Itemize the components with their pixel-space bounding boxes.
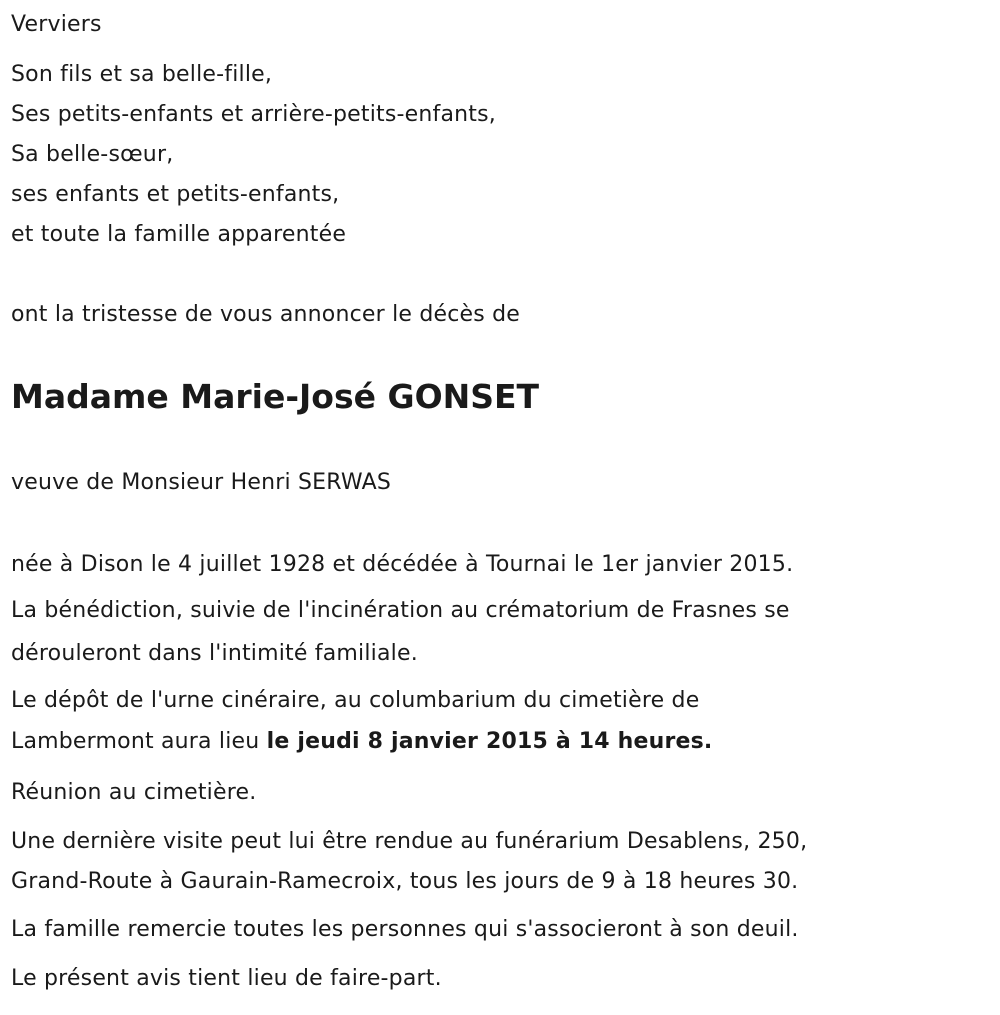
urn-line	[11, 727, 712, 757]
city: Verviers	[11, 12, 102, 37]
urn-date: le jeudi 8 janvier 2015 à 14 heures.	[266, 729, 713, 754]
visit-line: Grand-Route à Gaurain-Ramecroix, tous les jours de 9 à 18 heures 30.	[11, 869, 799, 894]
family-line: Ses petits-enfants et arrière-petits-enfants,	[11, 102, 496, 127]
meeting: Réunion au cimetière.	[11, 780, 257, 805]
notice: Le présent avis tient lieu de faire-part.	[11, 966, 442, 991]
family-line: ses enfants et petits-enfants,	[11, 182, 340, 207]
deceased-name: Madame Marie-José GONSET	[11, 377, 540, 416]
announcement: ont la tristesse de vous annoncer le décès de	[11, 302, 521, 327]
ceremony-line: dérouleront dans l'intimité familiale.	[11, 641, 418, 666]
family-line: Sa belle-sœur,	[11, 142, 174, 167]
ceremony-line: La bénédiction, suivie de l'incinération au crématorium de Frasnes se	[11, 598, 790, 623]
visit-line: Une dernière visite peut lui être rendue au funérarium Desablens, 250,	[11, 829, 808, 854]
thanks: La famille remercie toutes les personnes qui s'associeront à son deuil.	[11, 917, 799, 942]
birth-death: née à Dison le 4 juillet 1928 et décédée à Tournai le 1er janvier 2015.	[11, 552, 794, 577]
urn-prefix: Lambermont aura lieu	[11, 729, 267, 754]
widow-of: veuve de Monsieur Henri SERWAS	[11, 470, 392, 495]
urn-line: Le dépôt de l'urne cinéraire, au columbarium du cimetière de	[11, 688, 700, 713]
family-line: Son fils et sa belle-fille,	[11, 62, 273, 87]
family-line: et toute la famille apparentée	[11, 222, 347, 247]
